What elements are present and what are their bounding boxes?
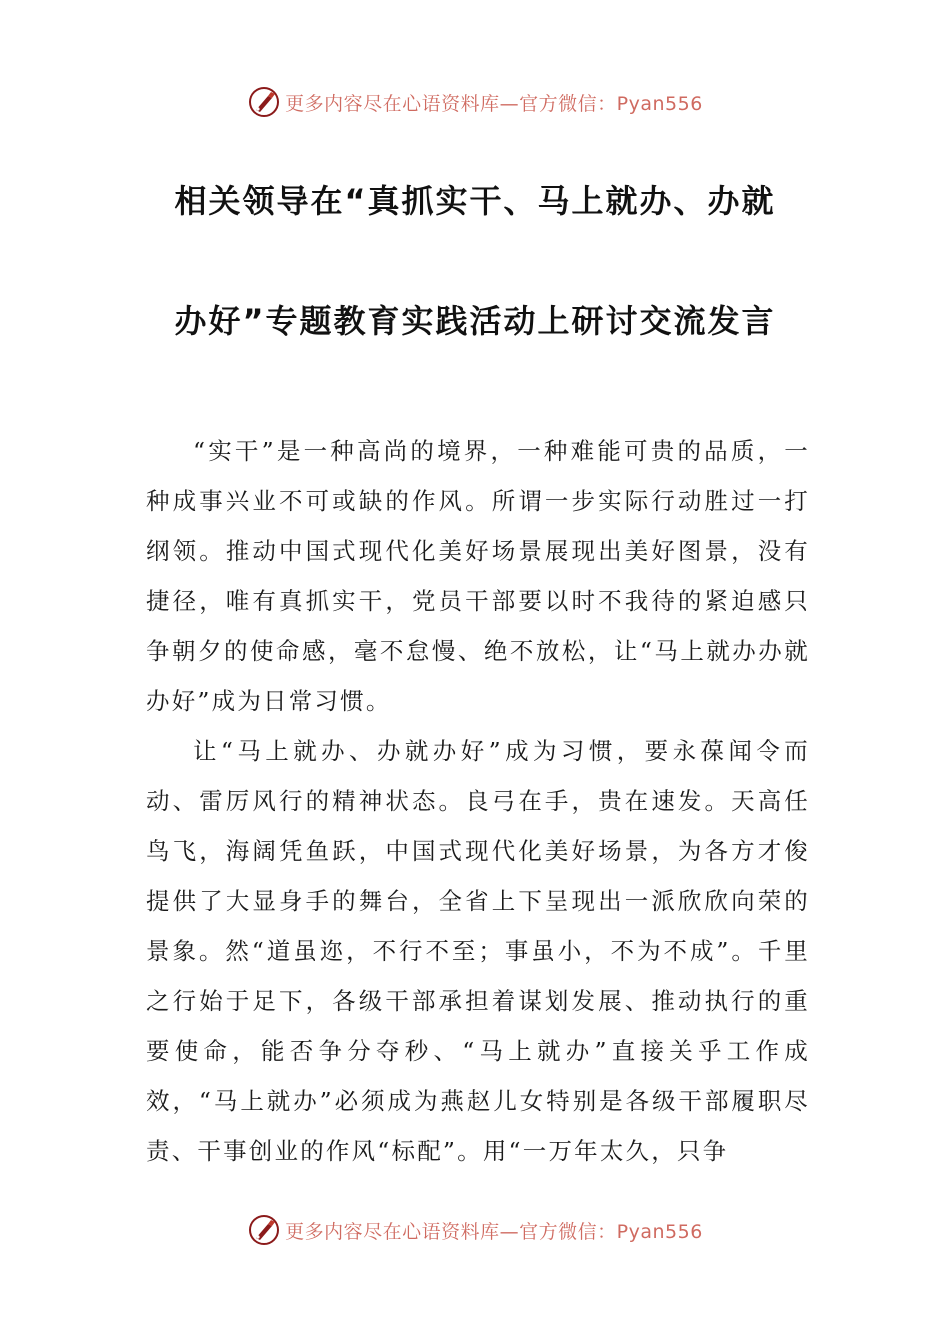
header-watermark xyxy=(0,82,950,122)
paragraph-1: “实干”是一种高尚的境界，一种难能可贵的品质，一种成事兴业不可或缺的作风。所谓一步实际行动胜过一打纲领。推动中国式现代化美好场景展现出美好图景，没有捷径，唯有真抓实干，党员干部要以时不我待的紧迫感只争朝夕的使命感，毫不怠慢、绝不放松，让“马上就办办就办好”成为日常习惯。 xyxy=(146,437,810,715)
footer-watermark xyxy=(0,1210,950,1250)
document-body xyxy=(146,426,810,1176)
watermark-text: 更多内容尽在心语资料库—官方微信：Pyan556 xyxy=(285,92,703,115)
watermark-text: 更多内容尽在心语资料库—官方微信：Pyan556 xyxy=(285,1220,703,1243)
pen-nib-logo-icon xyxy=(247,85,281,119)
document-title-line-1: 相关领导在“真抓实干、马上就办、办就 xyxy=(174,182,776,220)
paragraph-2: 让“马上就办、办就办好”成为习惯，要永葆闻令而动、雷厉风行的精神状态。良弓在手，贵在速发。天高任鸟飞，海阔凭鱼跃，中国式现代化美好场景，为各方才俊提供了大显身手的舞台，全省上下呈现出一派欣欣向荣的景象。然“道虽迩，不行不至；事虽小，不为不成”。千里之行始于足下，各级干部承担着谋划发展、推动执行的重要使命，能否争分夺秒、“马上就办”直接关乎工作成效，“马上就办”必须成为燕赵儿女特别是各级干部履职尽责、干事创业的作风“标配”。用“一万年太久，只争 xyxy=(146,737,810,1165)
pen-nib-logo-icon xyxy=(247,1213,281,1247)
document-title-line-2: 办好”专题教育实践活动上研讨交流发言 xyxy=(174,302,776,340)
